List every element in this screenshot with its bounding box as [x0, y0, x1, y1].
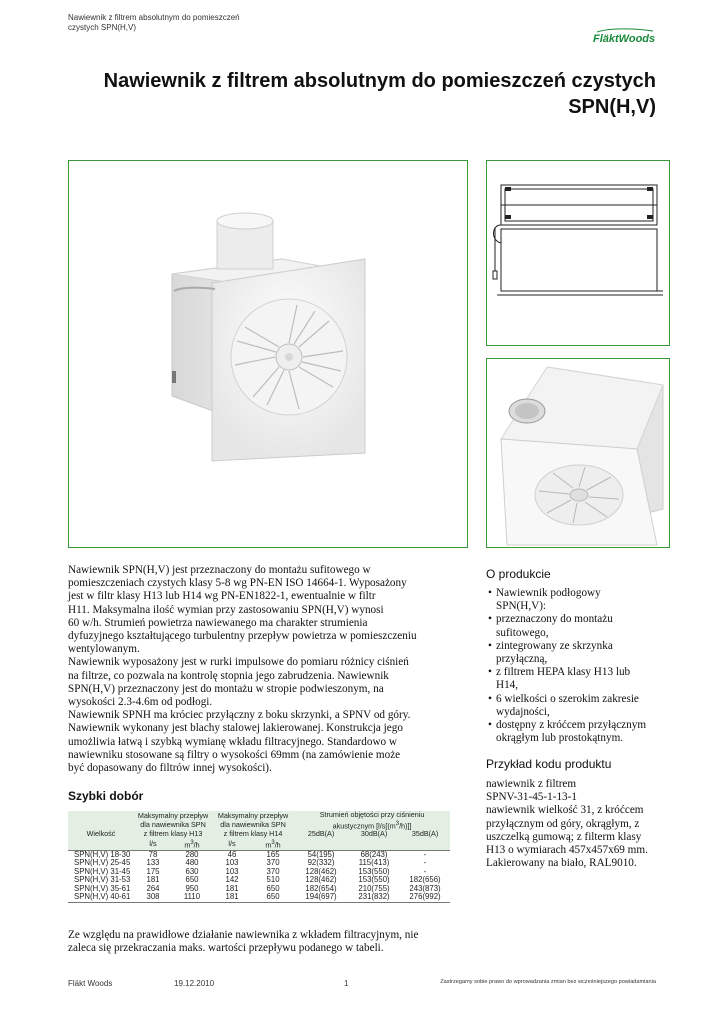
header-35db: 35dB(A) [400, 830, 450, 839]
product-description [68, 564, 468, 775]
bullet-icon: • [488, 719, 492, 732]
header-filter-h14: z filtrem klasy H14 [212, 830, 294, 839]
header-filter-h13: z filtrem klasy H13 [134, 830, 212, 839]
desc-line: H11. Maksymalna ilość wymian przy zastosowaniu SPN(H,V) wynosi [68, 603, 384, 616]
code-line: przyłącznym od góry, okrągłym, z [486, 817, 640, 830]
code-line: nawiewnik wielkość 31, z króćcem [486, 804, 644, 817]
table-header-row [68, 839, 450, 850]
desc-line: Nawiewnik SPN(H,V) jest przeznaczony do montażu sufitowego w [68, 564, 371, 576]
list-item: • dostępny z króćcem przyłącznym okrągłym lub prostokątnym. [488, 719, 647, 745]
table-row: SPN(H,V) 35-61 264 950 181 650 182(654) 210(755) 243(873) [74, 883, 441, 893]
note-line: zaleca się przekraczania maks. wartości przepływu podanego w tabeli. [68, 942, 384, 955]
title-line2: SPN(H,V) [568, 96, 656, 118]
desc-line: nawiewniku stosowane są filtry o wysokości 69mm (na zamówienie może [68, 748, 401, 761]
page-title [96, 68, 656, 120]
quick-select-heading: Szybki dobór [68, 789, 144, 803]
header-30db: 30dB(A) [348, 830, 400, 839]
product-photo-spnv-graphic [487, 359, 669, 547]
code-line: nawiewnik z filtrem [486, 778, 577, 790]
list-item: • zintegrowany ze skrzynka przyłączną, [488, 639, 613, 666]
list-item: • przeznaczony do montażu sufitowego, [488, 613, 613, 639]
list-item: • Nawiewnik podłogowy SPN(H,V): [488, 587, 601, 613]
code-line: Lakierowany na biało, RAL9010. [486, 857, 637, 870]
table-row: SPN(H,V) 25-45 133 480 103 370 92(332) 115(413) - [74, 858, 427, 868]
list-item: • z filtrem HEPA klasy H13 lub H14, [488, 666, 631, 692]
quick-select-table [68, 811, 450, 903]
code-line: uszczelką gumową; z filterm klasy [486, 830, 642, 843]
desc-line: dyfuzyjnego kształtującego turbulentny przepływ powietrza w pomieszczeniu [68, 630, 417, 643]
unit-ls: l/s [212, 839, 252, 850]
table-row: SPN(H,V) 31-45 175 630 103 370 128(462) 153(550) - [74, 866, 427, 876]
header-max-spn-h13: Maksymalny przepływ dla nawiewnika SPN [134, 811, 212, 830]
desc-line: SPN(H,V) przeznaczony jest do montażu w stropie podwieszonym, na [68, 682, 384, 695]
bullet-icon: • [488, 639, 492, 652]
code-line: H13 o wymiarach 457x457x69 mm. [486, 844, 648, 857]
desc-line: Nawiewnik SPNH ma króciec przyłączny z boku skrzynki, a SPNV od góry. [68, 709, 411, 722]
bullet-icon: • [488, 613, 492, 626]
desc-line: umożliwia łatwą i szybką wymianę wkładu filtracyjnego. Standardowo w [68, 735, 398, 748]
bullet-icon: • [488, 692, 492, 705]
technical-drawing-graphic [487, 161, 669, 345]
header-max-spn-h14: Maksymalny przepływ dla nawiewnika SPN [212, 811, 294, 830]
technical-drawing [486, 160, 670, 346]
unit-m3h: $m^3/h$ [172, 839, 212, 850]
running-header-line2: czystych SPN(H,V) [68, 23, 137, 32]
header-25db: 25dB(A) [294, 830, 348, 839]
code-line: SPNV-31-45-1-13-1 [486, 791, 577, 804]
desc-line: być dopasowany do filtrów innej wysokości). [68, 762, 272, 775]
flow-note [68, 929, 468, 955]
title-line1: Nawiewnik z filtrem absolutnym do pomieszczeń czystych [103, 70, 656, 92]
bullet-icon: • [488, 587, 492, 599]
footer-rights: Zastrzegamy sobie prawo do wprowadzania zmian bez wcześniejszego powiadamiania [440, 979, 656, 985]
desc-line: Nawiewnik wyposażony jest w rurki impulsowe do pomiaru różnicy ciśnień [68, 656, 409, 669]
table-header-row [68, 811, 450, 830]
about-heading: O produkcie [486, 567, 551, 581]
desc-line: 60 w/h. Strumień powietrza nawiewanego ma charakter strumienia [68, 616, 368, 629]
header-acoustic-stream: Strumień objętości przy ciśnieniu akustycznym $[l/s[(m^3/h)]]$ [294, 811, 450, 830]
desc-line: Nawiewnik wykonany jest blachy stalowej lakierowanej. Konstrukcja jego [68, 722, 403, 735]
table-row: SPN(H,V) 18-30 78 280 46 165 54(195) 68(243) - [74, 849, 427, 859]
code-example-heading: Przykład kodu produktu [486, 757, 612, 771]
desc-line: wysokości 2.3-4.6m od podłogi. [68, 696, 213, 709]
running-header-line1: Nawiewnik z filtrem absolutnym do pomieszczeń [68, 13, 240, 22]
running-header [68, 13, 240, 33]
footer-page-number: 1 [344, 979, 349, 988]
logo-text: FläktWoods [593, 33, 655, 44]
product-photo-spnh [68, 160, 468, 548]
flaktwoods-logo [591, 28, 655, 44]
code-example [486, 778, 670, 870]
note-line: Ze względu na prawidłowe działanie nawiewnika z wkładem filtracyjnym, nie [68, 929, 419, 941]
bullet-icon: • [488, 666, 492, 679]
unit-ls: l/s [134, 839, 172, 850]
desc-line: wentylowanym. [68, 643, 140, 656]
table-row: SPN(H,V) 40-61 308 1110 181 650 194(697) 231(832) 276(992) [68, 893, 450, 902]
product-photo-spnv [486, 358, 670, 548]
product-photo-spnh-graphic [69, 161, 467, 547]
desc-line: jest w filtr klasy H13 lub H14 wg PN-EN1822-1, ewentualnie w filtr [68, 590, 376, 603]
desc-line: pomieszczeniach czystych klasy 5-8 wg PN-EN ISO 14664-1. Wyposażony [68, 577, 407, 590]
unit-m3h: $m^3/h$ [252, 839, 294, 850]
footer-company: Fläkt Woods [68, 979, 113, 988]
list-item: • 6 wielkości o szerokim zakresie wydajności, [488, 692, 639, 718]
table-header-row [68, 830, 450, 839]
desc-line: na filtrze, co pozwala na kontrolę stopnia jego zabrudzenia. Nawiewnik [68, 669, 389, 682]
table-row: SPN(H,V) 31-53 181 650 142 510 128(462) 153(550) 182(656) [74, 875, 441, 885]
footer-date: 19.12.2010 [174, 979, 215, 988]
header-size: Wielkość [68, 830, 134, 839]
about-list [486, 587, 670, 745]
